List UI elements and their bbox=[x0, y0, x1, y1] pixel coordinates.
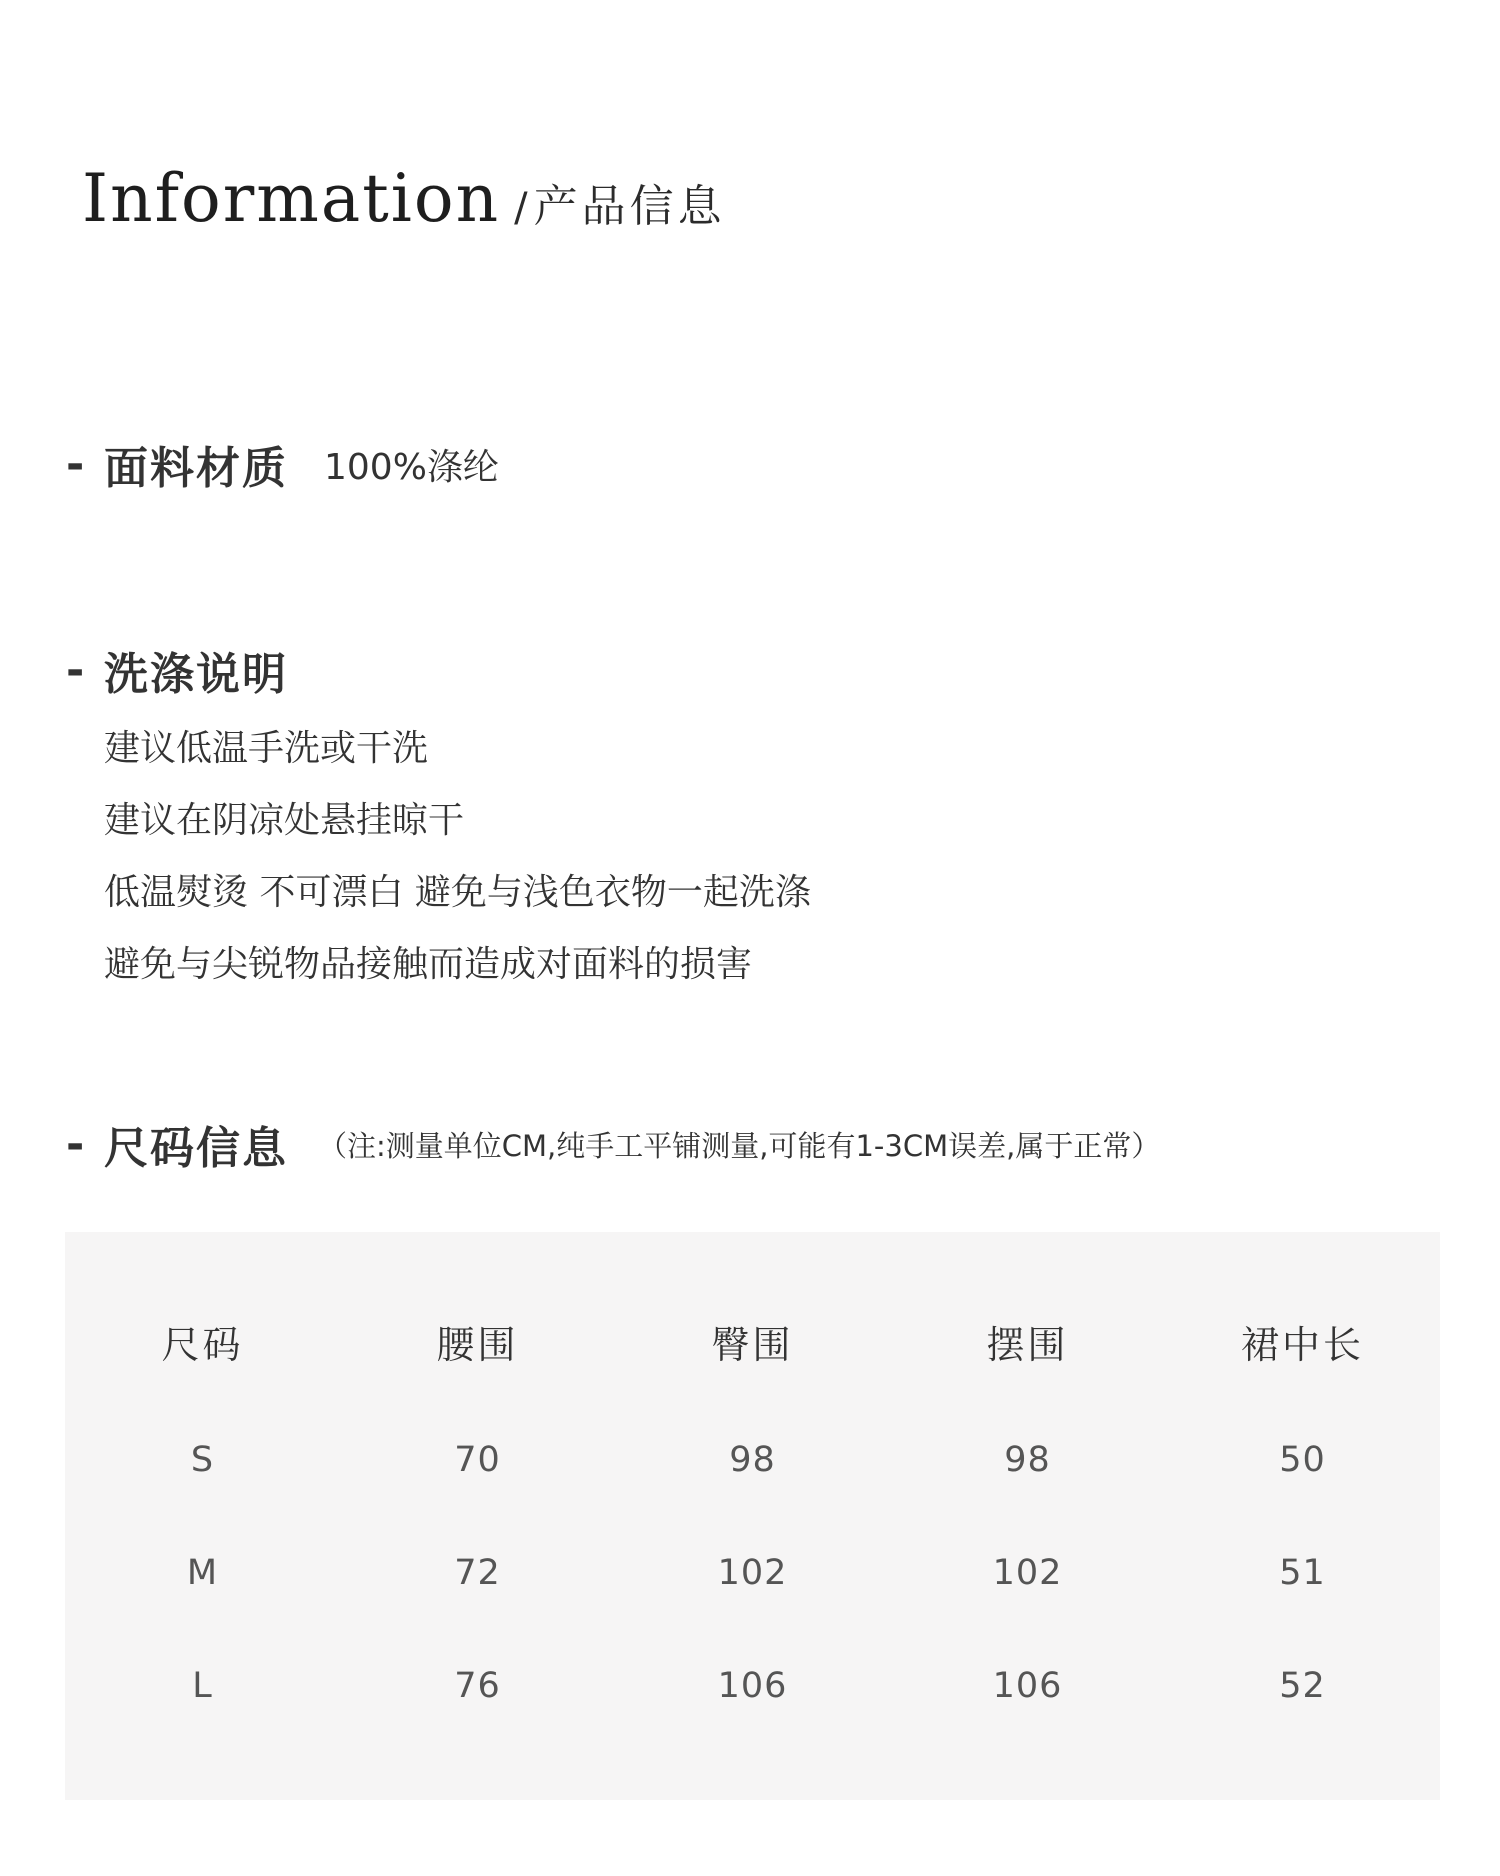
size-table-cell: 102 bbox=[992, 1553, 1063, 1593]
size-table-row bbox=[65, 1553, 1440, 1593]
size-info-section bbox=[66, 1112, 1160, 1176]
fabric-dash: - bbox=[66, 438, 85, 490]
size-table-cell: 51 bbox=[1279, 1553, 1326, 1593]
washing-instructions bbox=[104, 725, 811, 1013]
size-info-note: （注:测量单位CM,纯手工平铺测量,可能有1-3CM误差,属于正常） bbox=[318, 1128, 1161, 1163]
size-table-cell: 72 bbox=[454, 1553, 501, 1593]
size-table-cell: 76 bbox=[454, 1666, 501, 1706]
size-table-cell: 106 bbox=[992, 1666, 1063, 1706]
header-separator: / bbox=[514, 185, 528, 231]
size-table-cell: 52 bbox=[1279, 1666, 1326, 1706]
size-table-header-cell: 摆围 bbox=[986, 1323, 1069, 1367]
washing-section bbox=[66, 638, 288, 702]
fabric-value: 100%涤纶 bbox=[324, 446, 499, 488]
washing-line: 建议低温手洗或干洗 bbox=[104, 728, 429, 769]
size-table-header-row bbox=[65, 1314, 1440, 1369]
size-table-header-cell: 裙中长 bbox=[1240, 1323, 1364, 1367]
size-table-cell: L bbox=[192, 1666, 213, 1706]
size-table-header-cell: 臀围 bbox=[711, 1323, 794, 1367]
washing-line: 避免与尖锐物品接触而造成对面料的损害 bbox=[104, 944, 753, 985]
size-table bbox=[65, 1232, 1440, 1800]
size-table-header-cell: 腰围 bbox=[436, 1323, 519, 1367]
washing-line: 低温熨烫 不可漂白 避免与浅色衣物一起洗涤 bbox=[104, 872, 811, 913]
header-title-en: Information bbox=[82, 160, 501, 237]
size-table-cell: 50 bbox=[1279, 1440, 1326, 1480]
size-info-title: 尺码信息 bbox=[104, 1123, 288, 1174]
washing-line: 建议在阴凉处悬挂晾干 bbox=[104, 800, 465, 841]
washing-dash: - bbox=[66, 644, 85, 696]
fabric-title: 面料材质 bbox=[104, 443, 288, 494]
size-table-cell: 106 bbox=[717, 1666, 788, 1706]
size-table-cell: S bbox=[190, 1440, 215, 1480]
size-table-cell: M bbox=[186, 1553, 219, 1593]
washing-title: 洗涤说明 bbox=[104, 649, 288, 700]
size-table-cell: 102 bbox=[717, 1553, 788, 1593]
size-table-row bbox=[65, 1440, 1440, 1480]
size-info-dash: - bbox=[66, 1118, 85, 1170]
fabric-section bbox=[66, 432, 499, 496]
header-title-cn: 产品信息 bbox=[533, 181, 726, 232]
size-table-row bbox=[65, 1666, 1440, 1706]
page-header bbox=[82, 160, 726, 237]
size-table-cell: 98 bbox=[1004, 1440, 1051, 1480]
size-table-cell: 70 bbox=[454, 1440, 501, 1480]
size-table-header-cell: 尺码 bbox=[161, 1323, 244, 1367]
size-table-cell: 98 bbox=[729, 1440, 776, 1480]
